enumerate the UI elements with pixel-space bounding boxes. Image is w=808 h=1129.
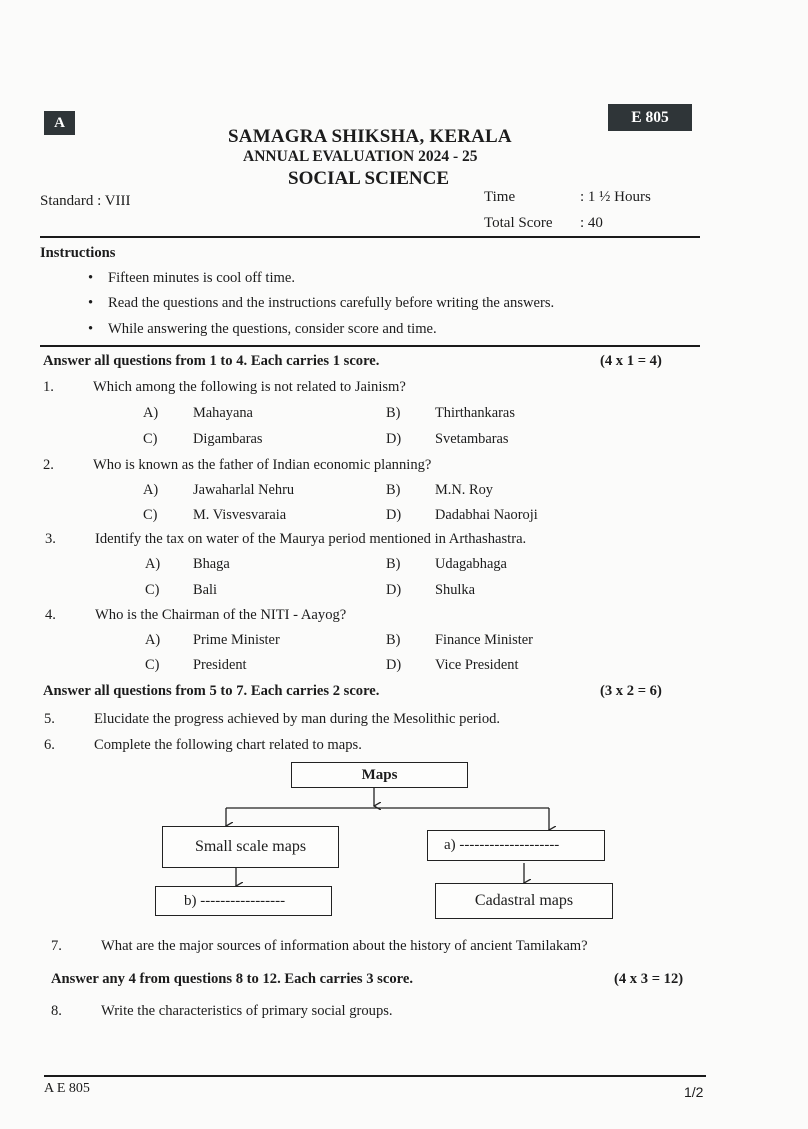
section-heading: Answer any 4 from questions 8 to 12. Each carries 3 score. [51, 971, 413, 987]
option-label: A) [143, 405, 159, 421]
option-label: D) [386, 507, 402, 523]
option-text: M. Visvesvaraia [193, 507, 287, 523]
paper-code-badge: E 805 [608, 104, 692, 131]
option-text: Prime Minister [193, 632, 280, 648]
option-label: C) [143, 507, 158, 523]
question-number: 5. [44, 711, 55, 727]
time-label: Time [484, 189, 516, 205]
chart-root-box: Maps [291, 762, 468, 788]
question-number: 8. [51, 1003, 62, 1019]
option-text: Udagabhaga [435, 556, 507, 572]
option-label: C) [143, 431, 158, 447]
instruction-item: • While answering the questions, consider score and time. [108, 321, 437, 338]
option-label: B) [386, 405, 401, 421]
option-text: Bhaga [193, 556, 230, 572]
option-label: D) [386, 657, 402, 673]
question-text: Who is the Chairman of the NITI - Aayog? [95, 607, 347, 623]
question-text: Which among the following is not related to Jainism? [93, 379, 406, 395]
option-text: Finance Minister [435, 632, 533, 648]
option-text: Digambaras [193, 431, 263, 447]
time-value: : 1 ½ Hours [580, 189, 651, 205]
option-label: A) [145, 632, 161, 648]
question-number: 1. [43, 379, 54, 395]
question-number: 6. [44, 737, 55, 753]
option-label: B) [386, 632, 401, 648]
option-text: President [193, 657, 247, 673]
page-number: 1/2 [684, 1084, 704, 1100]
option-label: D) [386, 431, 402, 447]
chart-blank-b-box: b) ----------------- [155, 886, 332, 916]
question-text: What are the major sources of information about the history of ancient Tamilakam? [101, 938, 588, 954]
instruction-item: • Fifteen minutes is cool off time. [108, 270, 295, 287]
option-text: Mahayana [193, 405, 253, 421]
option-label: B) [386, 556, 401, 572]
subject-title: SOCIAL SCIENCE [288, 168, 450, 189]
option-label: D) [386, 582, 402, 598]
option-label: C) [145, 657, 160, 673]
section-heading: Answer all questions from 5 to 7. Each carries 2 score. [43, 683, 380, 699]
option-text: Vice President [435, 657, 519, 673]
option-text: Jawaharlal Nehru [193, 482, 295, 498]
option-text: Svetambaras [435, 431, 509, 447]
question-text: Who is known as the father of Indian economic planning? [93, 457, 432, 473]
set-badge: A [44, 111, 75, 135]
footer-divider [44, 1075, 706, 1077]
instruction-item: • Read the questions and the instructions carefully before writing the answers. [108, 295, 554, 312]
question-text: Identify the tax on water of the Maurya period mentioned in Arthashastra. [95, 531, 527, 547]
option-text: Shulka [435, 582, 475, 598]
option-label: A) [145, 556, 161, 572]
footer-code: A E 805 [44, 1081, 90, 1096]
instructions-heading: Instructions [40, 245, 116, 261]
section-marks: (3 x 2 = 6) [600, 683, 662, 699]
question-text: Write the characteristics of primary social groups. [101, 1003, 393, 1019]
standard-label: Standard : VIII [40, 193, 131, 209]
total-score-value: : 40 [580, 215, 603, 231]
option-text: Thirthankaras [435, 405, 515, 421]
question-number: 7. [51, 938, 62, 954]
chart-cadastral-box: Cadastral maps [435, 883, 613, 919]
option-label: B) [386, 482, 401, 498]
chart-small-scale-box: Small scale maps [162, 826, 339, 868]
exam-title: ANNUAL EVALUATION 2024 - 25 [243, 148, 478, 165]
option-text: Dadabhai Naoroji [435, 507, 538, 523]
question-number: 4. [45, 607, 56, 623]
option-text: M.N. Roy [435, 482, 493, 498]
total-score-label: Total Score [484, 215, 553, 231]
section-heading: Answer all questions from 1 to 4. Each carries 1 score. [43, 353, 380, 369]
section-marks: (4 x 1 = 4) [600, 353, 662, 369]
question-number: 2. [43, 457, 54, 473]
question-text: Complete the following chart related to maps. [94, 737, 362, 753]
chart-blank-a-box: a) -------------------- [427, 830, 605, 861]
option-label: A) [143, 482, 159, 498]
section-marks: (4 x 3 = 12) [614, 971, 684, 987]
org-title: SAMAGRA SHIKSHA, KERALA [228, 126, 512, 147]
option-label: C) [145, 582, 160, 598]
question-text: Elucidate the progress achieved by man during the Mesolithic period. [94, 711, 501, 727]
question-number: 3. [45, 531, 56, 547]
option-text: Bali [193, 582, 217, 598]
